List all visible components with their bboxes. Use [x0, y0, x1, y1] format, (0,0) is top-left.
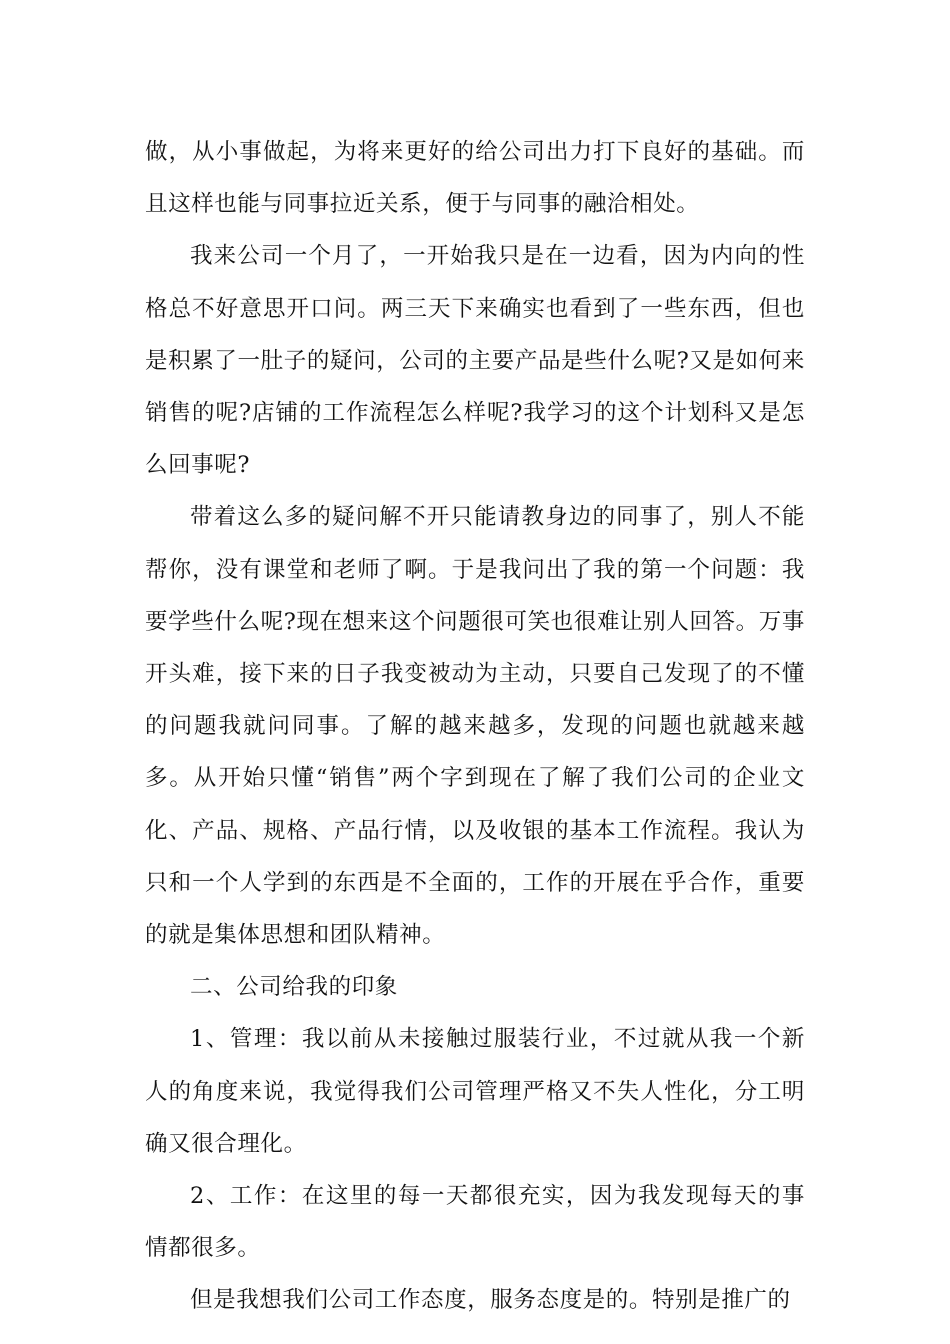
paragraph-continuation: 做，从小事做起，为将来更好的给公司出力打下良好的基础。而且这样也能与同事拉近关系，便于与同事的融洽相处。 — [145, 139, 805, 218]
paragraph-questions: 带着这么多的疑问解不开只能请教身边的同事了，别人不能帮你，没有课堂和老师了啊。于是我问出了我的第一个问题：我要学些什么呢?现在想来这个问题很可笑也很难让别人回答。万事开头难，接下来的日子我变被动为主动，只要自己发现了的不懂的问题我就问同事。了解的越来越多，发现的问题也就越来越多。从开始只懂“销售”两个字到现在了解了我们公司的企业文化、产品、规格、产品行情，以及收银的基本工作流程。我认为只和一个人学到的东西是不全面的，工作的开展在乎合作，重要的就是集体思想和团队精神。 — [145, 504, 805, 949]
paragraph-work: 2、工作：在这里的每一天都很充实，因为我发现每天的事情都很多。 — [145, 1183, 805, 1262]
paragraph-attitude: 但是我想我们公司工作态度，服务态度是的。特别是推广的 — [190, 1287, 791, 1314]
paragraph-management: 1、管理：我以前从未接触过服装行业，不过就从我一个新人的角度来说，我觉得我们公司管理严格又不失人性化，分工明确又很合理化。 — [145, 1026, 805, 1157]
document-body — [145, 126, 805, 1327]
section-heading-impression: 二、公司给我的印象 — [190, 974, 398, 1001]
paragraph-first-month: 我来公司一个月了，一开始我只是在一边看，因为内向的性格总不好意思开口问。两三天下来确实也看到了一些东西，但也是积累了一肚子的疑问，公司的主要产品是些什么呢?又是如何来销售的呢?店铺的工作流程怎么样呢?我学习的这个计划科又是怎么回事呢? — [145, 243, 805, 479]
